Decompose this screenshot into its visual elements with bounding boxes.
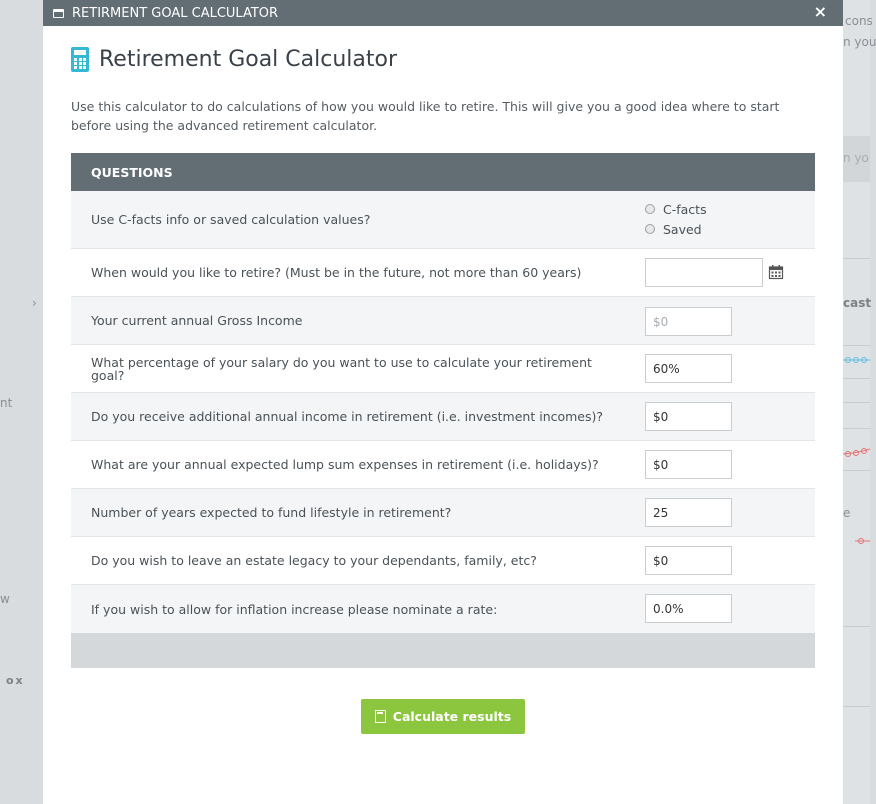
gross-income-input[interactable]: $0 xyxy=(645,307,732,336)
bg-text: cons xyxy=(845,14,873,28)
bg-sparkline-icon xyxy=(843,446,870,458)
bg-text: cast xyxy=(843,296,872,310)
bg-chevron: › xyxy=(32,296,37,310)
panel-footer xyxy=(71,633,815,668)
bg-sparkline-icon xyxy=(843,354,870,366)
bg-text: e xyxy=(843,506,851,520)
bg-text: nt xyxy=(0,396,13,410)
calculate-results-button[interactable] xyxy=(361,699,525,734)
background-right-strip xyxy=(843,0,876,804)
radio-option-cfacts[interactable] xyxy=(645,199,707,219)
estate-legacy-input[interactable]: $0 xyxy=(645,546,732,575)
question-row xyxy=(71,537,815,585)
radio-label: Saved xyxy=(663,221,702,237)
modal-header-title: RETIRMENT GOAL CALCULATOR xyxy=(72,5,279,21)
radio-button[interactable] xyxy=(645,204,655,214)
calendar-icon[interactable] xyxy=(769,265,783,279)
question-row xyxy=(71,489,815,537)
question-row xyxy=(71,345,815,393)
button-label: Calculate results xyxy=(392,709,512,724)
bg-text: n yo xyxy=(843,151,869,165)
inflation-rate-input[interactable]: 0.0% xyxy=(645,594,732,623)
questions-panel xyxy=(71,153,815,668)
intro-text: Use this calculator to do calculations of how you would like to retire. This will give you a good idea where to start before using the advanced retirement calculator. xyxy=(71,99,780,133)
question-row xyxy=(71,297,815,345)
radio-label: C-facts xyxy=(663,201,707,217)
question-row xyxy=(71,191,815,249)
modal-header xyxy=(43,0,843,26)
retire-date-control xyxy=(645,258,763,287)
page-title: Retirement Goal Calculator xyxy=(99,47,398,72)
radio-option-saved[interactable] xyxy=(645,219,707,239)
question-label: Number of years expected to fund lifestyle in retirement? xyxy=(91,505,452,520)
bg-sparkline-icon xyxy=(855,535,870,547)
bg-text: w xyxy=(0,592,10,606)
question-label: Your current annual Gross Income xyxy=(91,313,303,328)
bg-text: n you xyxy=(843,35,876,49)
salary-percentage-input[interactable]: 60% xyxy=(645,354,732,383)
additional-income-input[interactable]: $0 xyxy=(645,402,732,431)
question-label: Do you wish to leave an estate legacy to your dependants, family, etc? xyxy=(91,553,537,568)
question-row xyxy=(71,585,815,633)
calculator-icon xyxy=(71,47,89,72)
calculator-icon xyxy=(375,710,386,723)
question-row xyxy=(71,441,815,489)
radio-button[interactable] xyxy=(645,224,655,234)
lump-sum-expenses-input[interactable]: $0 xyxy=(645,450,732,479)
question-row xyxy=(71,393,815,441)
question-row xyxy=(71,249,815,297)
window-icon xyxy=(53,9,64,18)
years-to-fund-input[interactable]: 25 xyxy=(645,498,732,527)
question-label: If you wish to allow for inflation increase please nominate a rate: xyxy=(91,601,498,617)
source-radio-group xyxy=(645,199,707,239)
question-label: What are your annual expected lump sum expenses in retirement (i.e. holidays)? xyxy=(91,457,599,472)
close-icon[interactable]: × xyxy=(813,2,827,21)
question-label: What percentage of your salary do you want to use to calculate your retirement goal? xyxy=(91,354,592,383)
title-row xyxy=(71,47,397,72)
bg-text: ox xyxy=(6,674,25,687)
panel-header: QUESTIONS xyxy=(71,153,815,191)
question-label: Use C-facts info or saved calculation values? xyxy=(91,212,371,227)
question-label: Do you receive additional annual income in retirement (i.e. investment incomes)? xyxy=(91,409,604,424)
retire-date-input[interactable] xyxy=(645,258,763,287)
question-label: When would you like to retire? (Must be in the future, not more than 60 years) xyxy=(91,265,582,280)
retirement-calculator-modal xyxy=(43,0,843,804)
